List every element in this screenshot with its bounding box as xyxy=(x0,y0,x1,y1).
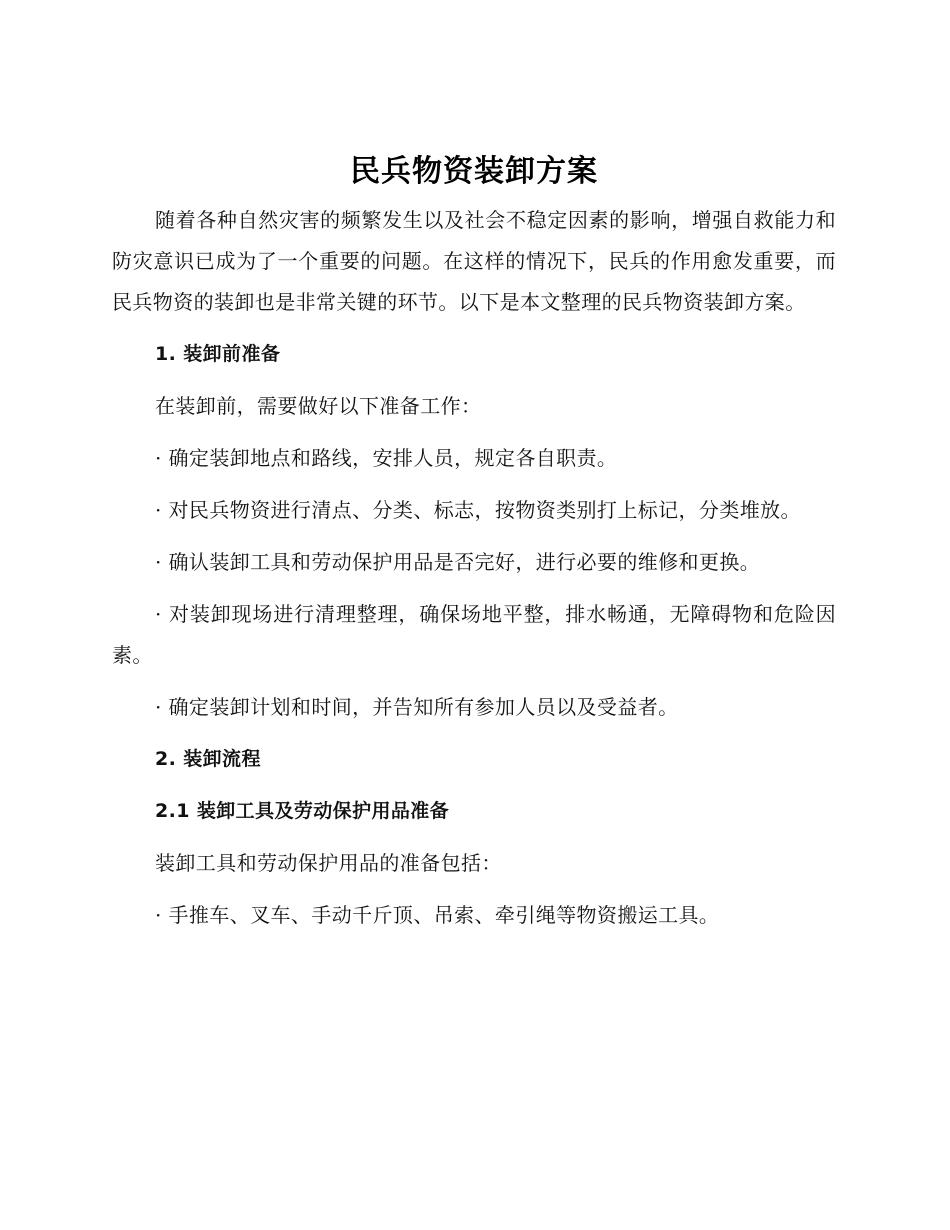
intro-paragraph: 随着各种自然灾害的频繁发生以及社会不稳定因素的影响，增强自救能力和防灾意识已成为了一个重要的问题。在这样的情况下，民兵的作用愈发重要，而民兵物资的装卸也是非常关键的环节。以下是本文整理的民兵物资装卸方案。 xyxy=(112,208,836,314)
preparation-item: · 对装卸现场进行清理整理，确保场地平整，排水畅通，无障碍物和危险因素。 xyxy=(112,602,836,667)
preparation-lead: 在装卸前，需要做好以下准备工作： xyxy=(155,394,482,418)
document-body xyxy=(112,150,836,936)
tools-item: · 手推车、叉车、手动千斤顶、吊索、牵引绳等物资搬运工具。 xyxy=(155,903,720,927)
document-title: 民兵物资装卸方案 xyxy=(350,154,598,189)
preparation-item: · 对民兵物资进行清点、分类、标志，按物资类别打上标记，分类堆放。 xyxy=(155,498,801,522)
preparation-item: · 确定装卸计划和时间，并告知所有参加人员以及受益者。 xyxy=(155,695,679,719)
section-heading-process: 2. 装卸流程 xyxy=(155,748,261,770)
subsection-heading-tools: 2.1 装卸工具及劳动保护用品准备 xyxy=(155,800,450,822)
preparation-item: · 确认装卸工具和劳动保护用品是否完好，进行必要的维修和更换。 xyxy=(155,550,761,574)
tools-lead: 装卸工具和劳动保护用品的准备包括： xyxy=(155,851,502,875)
section-heading-preparation: 1. 装卸前准备 xyxy=(155,343,281,365)
preparation-item: · 确定装卸地点和路线，安排人员，规定各自职责。 xyxy=(155,446,618,470)
